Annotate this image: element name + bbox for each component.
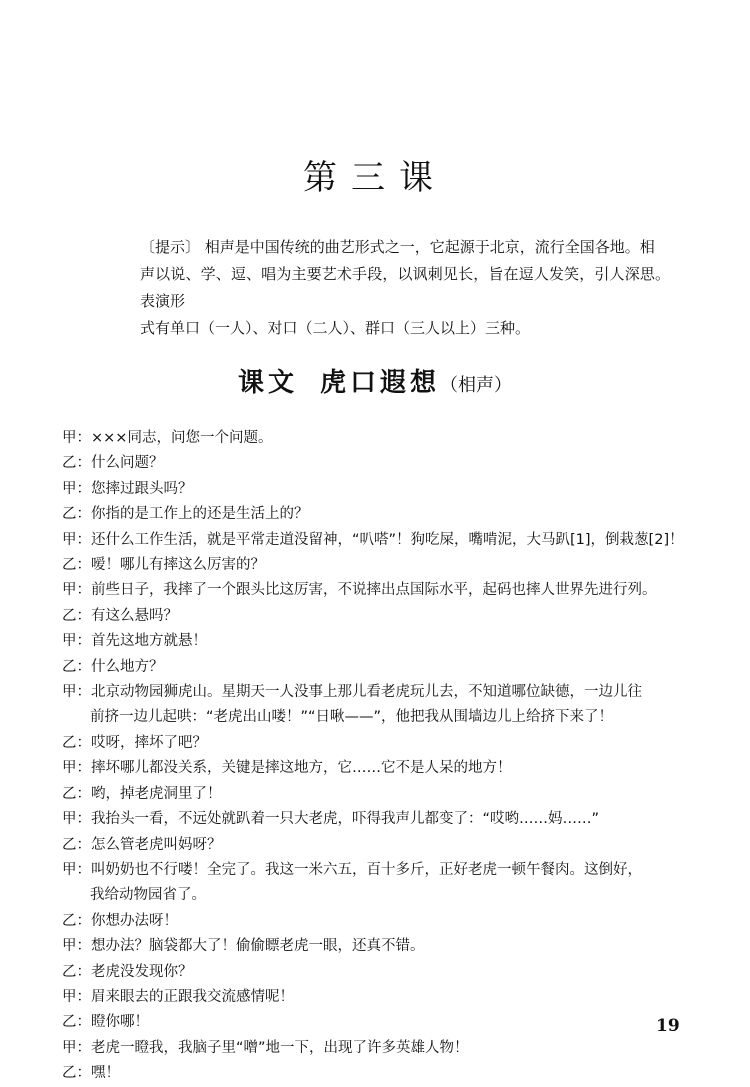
dialogue-line bbox=[62, 604, 702, 629]
dialogue-text: 想办法？脑袋都大了！偷偷瞟老虎一眼，还真不错。 bbox=[91, 938, 425, 955]
dialogue-text: 哎呀，摔坏了吧？ bbox=[91, 734, 207, 751]
dialogue-text: 瞪你哪！ bbox=[91, 1014, 149, 1031]
dialogue-text: 有这么悬吗？ bbox=[91, 607, 178, 624]
dialogue-line bbox=[62, 451, 702, 476]
speaker-label: 乙： bbox=[62, 1014, 91, 1031]
page-number: 19 bbox=[656, 1016, 680, 1036]
dialogue-line bbox=[62, 553, 702, 578]
dialogue-line bbox=[62, 960, 702, 985]
dialogue-line bbox=[62, 1061, 702, 1086]
dialogue-text: 您摔过跟头吗？ bbox=[91, 480, 193, 497]
dialogue-line bbox=[62, 756, 702, 781]
dialogue-line bbox=[62, 655, 702, 680]
dialogue-text: 还什么工作生活，就是平常走道没留神，“叭嗒”！狗吃屎，嘴啃泥，大马趴[1]，倒栽葱[2]！ bbox=[91, 531, 684, 548]
speaker-label: 甲： bbox=[62, 861, 91, 878]
dialogue-line bbox=[62, 934, 702, 959]
speaker-label: 甲： bbox=[62, 938, 91, 955]
dialogue-text: 摔坏哪儿都没关系，关键是摔这地方，它……它不是人呆的地方！ bbox=[91, 760, 512, 777]
speaker-label: 乙： bbox=[62, 557, 91, 574]
dialogue-text: 老虎一瞪我，我脑子里“噌”地一下，出现了许多英雄人物！ bbox=[91, 1039, 469, 1056]
dialogue-line bbox=[62, 1036, 702, 1061]
dialogue-text: 什么地方？ bbox=[91, 658, 164, 675]
speaker-label: 甲： bbox=[62, 430, 91, 446]
dialogue-continuation: 前挤一边儿起哄：“老虎出山喽！”“日啾——”，他把我从围墙边儿上给挤下来了！ bbox=[90, 709, 614, 726]
dialogue-line bbox=[62, 909, 702, 934]
dialogue-line bbox=[62, 782, 702, 807]
dialogue-line bbox=[62, 578, 702, 603]
dialogue-line bbox=[62, 731, 702, 756]
tip-paragraph bbox=[140, 234, 670, 342]
speaker-label: 乙： bbox=[62, 607, 91, 624]
text-title bbox=[0, 362, 750, 399]
dialogue-text: 首先这地方就悬！ bbox=[91, 633, 207, 650]
dialogue-text: 哟，掉老虎洞里了！ bbox=[91, 785, 222, 802]
dialogue-line bbox=[62, 528, 702, 553]
dialogue-line bbox=[62, 629, 702, 654]
dialogue-line bbox=[62, 1010, 702, 1035]
dialogue-text: 什么问题？ bbox=[91, 455, 164, 472]
speaker-label: 乙： bbox=[62, 455, 91, 472]
speaker-label: 甲： bbox=[62, 760, 91, 777]
text-label: 课文 bbox=[237, 368, 298, 398]
speaker-label: 乙： bbox=[62, 506, 91, 523]
dialogue-line bbox=[62, 858, 702, 883]
dialogue-line bbox=[62, 426, 702, 451]
speaker-label: 乙： bbox=[62, 734, 91, 751]
dialogue-line bbox=[62, 807, 702, 832]
speaker-label: 乙： bbox=[62, 836, 91, 853]
dialogue-line bbox=[62, 502, 702, 527]
speaker-label: 甲： bbox=[62, 480, 91, 497]
dialogue-line bbox=[62, 477, 702, 502]
dialogue-text: 北京动物园狮虎山。星期天一人没事上那儿看老虎玩儿去，不知道哪位缺德，一边儿往 bbox=[91, 684, 642, 701]
text-genre: （相声） bbox=[440, 375, 513, 396]
dialogue-text: 前些日子，我摔了一个跟头比这厉害，不说摔出点国际水平，起码也摔人世界先进行列。 bbox=[91, 582, 657, 599]
speaker-label: 乙： bbox=[62, 658, 91, 675]
lesson-title: 第三课 bbox=[303, 158, 447, 198]
dialogue-text: 嘿！ bbox=[91, 1065, 120, 1082]
speaker-label: 乙： bbox=[62, 912, 91, 929]
speaker-label: 甲： bbox=[62, 684, 91, 701]
dialogue bbox=[62, 426, 702, 1087]
speaker-label: 乙： bbox=[62, 1065, 91, 1082]
speaker-label: 甲： bbox=[62, 582, 91, 599]
tip-line-1: 相声是中国传统的曲艺形式之一，它起源于北京，流行全国各地。相 bbox=[204, 238, 655, 256]
dialogue-continuation: 我给动物园省了。 bbox=[90, 887, 206, 904]
speaker-label: 甲： bbox=[62, 531, 91, 548]
speaker-label: 甲： bbox=[62, 1039, 91, 1056]
dialogue-text: 你想办法呀！ bbox=[91, 912, 178, 929]
dialogue-text: 老虎没发现你？ bbox=[91, 963, 193, 980]
speaker-label: 甲： bbox=[62, 988, 91, 1005]
tip-label: 〔提示〕 bbox=[140, 238, 201, 256]
dialogue-line bbox=[62, 985, 702, 1010]
tip-line-3: 式有单口（一人）、对口（二人）、群口（三人以上）三种。 bbox=[140, 319, 531, 337]
speaker-label: 乙： bbox=[62, 785, 91, 802]
text-title-main: 虎口遐想 bbox=[320, 368, 441, 398]
tip-line-2: 声以说、学、逗、唱为主要艺术手段，以讽刺见长，旨在逗人发笑，引人深思。表演形 bbox=[140, 265, 670, 310]
dialogue-text: 嗳！哪儿有摔这么厉害的？ bbox=[91, 557, 265, 574]
dialogue-text: 我抬头一看，不远处就趴着一只大老虎，吓得我声儿都变了：“哎哟……妈……” bbox=[91, 811, 600, 828]
speaker-label: 甲： bbox=[62, 633, 91, 650]
dialogue-text: ×××同志，问您一个问题。 bbox=[91, 430, 273, 446]
speaker-label: 甲： bbox=[62, 811, 91, 828]
dialogue-text: 怎么管老虎叫妈呀？ bbox=[91, 836, 222, 853]
dialogue-text: 你指的是工作上的还是生活上的？ bbox=[91, 506, 309, 523]
dialogue-line bbox=[62, 833, 702, 858]
speaker-label: 乙： bbox=[62, 963, 91, 980]
dialogue-line bbox=[62, 680, 702, 705]
dialogue-text: 眉来眼去的正跟我交流感情呢！ bbox=[91, 988, 294, 1005]
dialogue-text: 叫奶奶也不行喽！全完了。我这一米六五，百十多斤，正好老虎一顿午餐肉。这倒好， bbox=[91, 861, 642, 878]
